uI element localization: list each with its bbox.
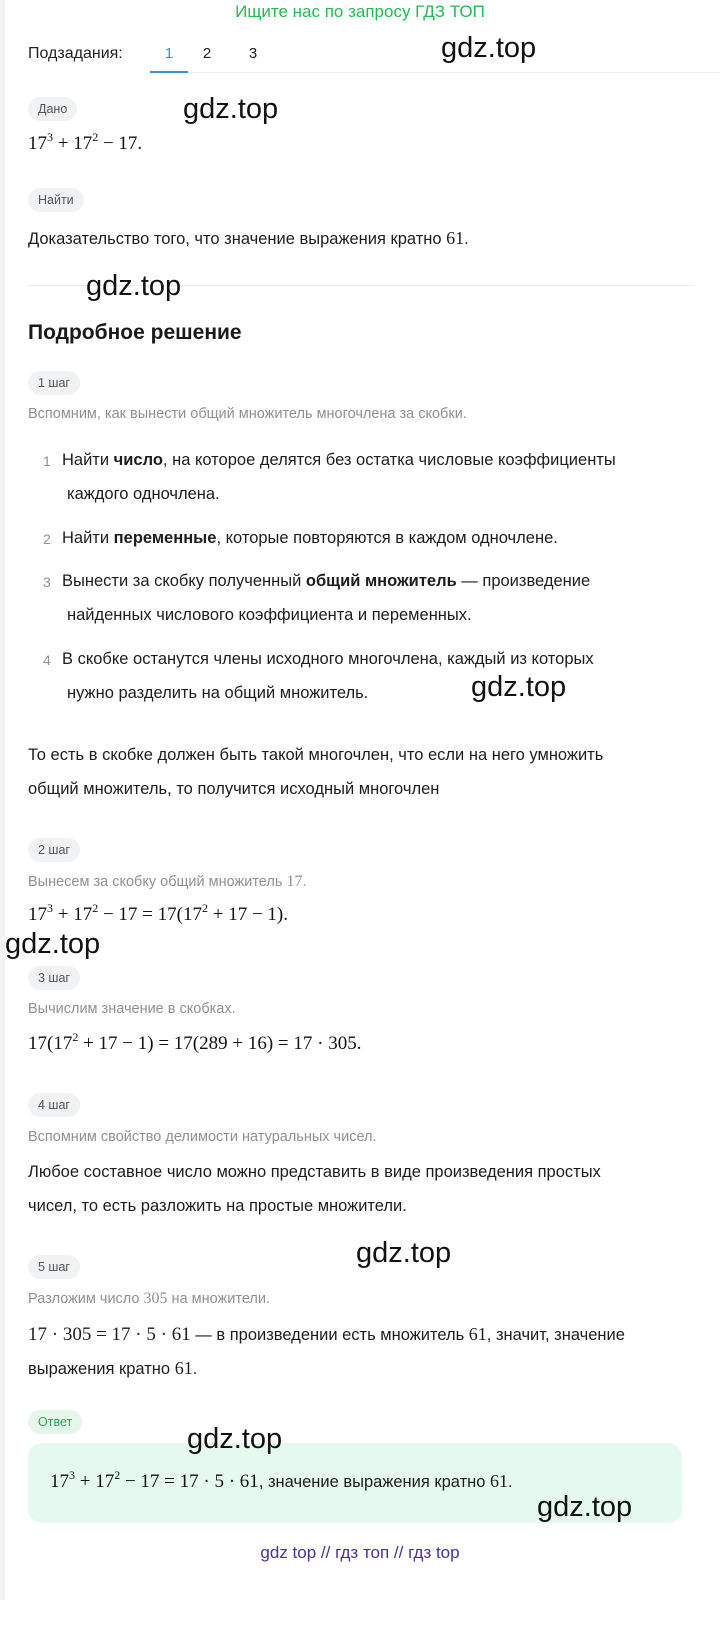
step-4-intro: Вспомним свойство делимости натуральных чисел. (28, 1129, 377, 1145)
subtasks-bar (28, 40, 708, 76)
left-scroll-track (0, 0, 5, 1600)
watermark: gdz.top (86, 270, 182, 302)
step-5-line-1: 17 · 305 = 17 · 5 · 61 — в произведении есть множитель 61, значит, значение (28, 1324, 625, 1345)
watermark: gdz.top (5, 928, 101, 960)
find-chip: Найти (28, 188, 84, 212)
list-item: Вынести за скобку полученный общий множитель — произведение (62, 572, 591, 590)
list-item-continuation: каждого одночлена. (67, 485, 220, 503)
watermark: gdz.top (471, 671, 567, 703)
answer-chip: Ответ (28, 1410, 82, 1434)
list-item: В скобке останутся члены исходного многочлена, каждый из которых (62, 650, 594, 668)
watermark: gdz.top (187, 1423, 283, 1455)
list-item: Найти переменные, которые повторяются в каждом одночлене. (62, 529, 558, 547)
active-tab-indicator (150, 71, 188, 73)
tab-subtask-1[interactable]: 1 (164, 45, 174, 62)
step-2-chip: 2 шаг (28, 838, 80, 862)
step-4-chip: 4 шаг (28, 1093, 80, 1117)
step-1-paragraph-line-2: общий множитель, то получится исходный многочлен (28, 780, 440, 798)
step-4-line-2: чисел, то есть разложить на простые множители. (28, 1197, 407, 1215)
step-3-expression: $17(17^2 + 17 - 1) = 17(289 + 16) = 17 \cdot 305$. (28, 1030, 362, 1054)
step-2-intro: Вынесем за скобку общий множитель 17. (28, 873, 307, 890)
top-banner[interactable]: Ищите нас по запросу ГДЗ ТОП (235, 2, 485, 21)
list-item-number: 2 (43, 531, 51, 547)
step-1-intro: Вспомним, как вынести общий множитель многочлена за скобки. (28, 406, 467, 422)
step-4-line-1: Любое составное число можно представить в виде произведения простых (28, 1163, 601, 1181)
given-chip: Дано (28, 97, 77, 121)
footer-links[interactable]: gdz top // гдз топ // гдз top (260, 1543, 460, 1562)
given-expression: $17^3 + 17^2 - 17$. (28, 130, 143, 154)
list-item-continuation: нужно разделить на общий множитель. (67, 684, 369, 702)
step-2-expression: $17^3 + 17^2 - 17 = 17(17^2 + 17 - 1)$. (28, 901, 288, 925)
find-text: Доказательство того, что значение выражения кратно 61. (28, 228, 469, 248)
list-item-continuation: найденных числового коэффициента и переменных. (67, 606, 472, 624)
step-3-chip: 3 шаг (28, 966, 80, 990)
watermark: gdz.top (183, 93, 279, 125)
tab-subtask-2[interactable]: 2 (202, 45, 212, 62)
step-5-line-2: выражения кратно 61. (28, 1358, 198, 1378)
step-5-chip: 5 шаг (28, 1255, 80, 1279)
list-item-number: 3 (43, 574, 51, 590)
step-1-paragraph-line-1: То есть в скобке должен быть такой многочлен, что если на него умножить (28, 746, 604, 764)
step-1-chip: 1 шаг (28, 371, 80, 395)
watermark: gdz.top (441, 32, 537, 64)
step-5-intro: Разложим число 305 на множители. (28, 1290, 270, 1307)
subtasks-divider (188, 72, 720, 73)
subtasks-label: Подзадания: (28, 45, 123, 62)
tab-subtask-3[interactable]: 3 (248, 45, 258, 62)
list-item-number: 4 (43, 652, 51, 668)
list-item-number: 1 (43, 453, 51, 469)
step-3-intro: Вычислим значение в скобках. (28, 1001, 236, 1017)
watermark: gdz.top (537, 1491, 633, 1523)
watermark: gdz.top (356, 1237, 452, 1269)
answer-text: $17^3 + 17^2 - 17 = 17 \cdot 5 \cdot 61$, значение выражения кратно 61. (50, 1468, 513, 1492)
solution-heading: Подробное решение (28, 321, 242, 344)
list-item: Найти число, на которое делятся без остатка числовые коэффициенты (62, 451, 616, 469)
